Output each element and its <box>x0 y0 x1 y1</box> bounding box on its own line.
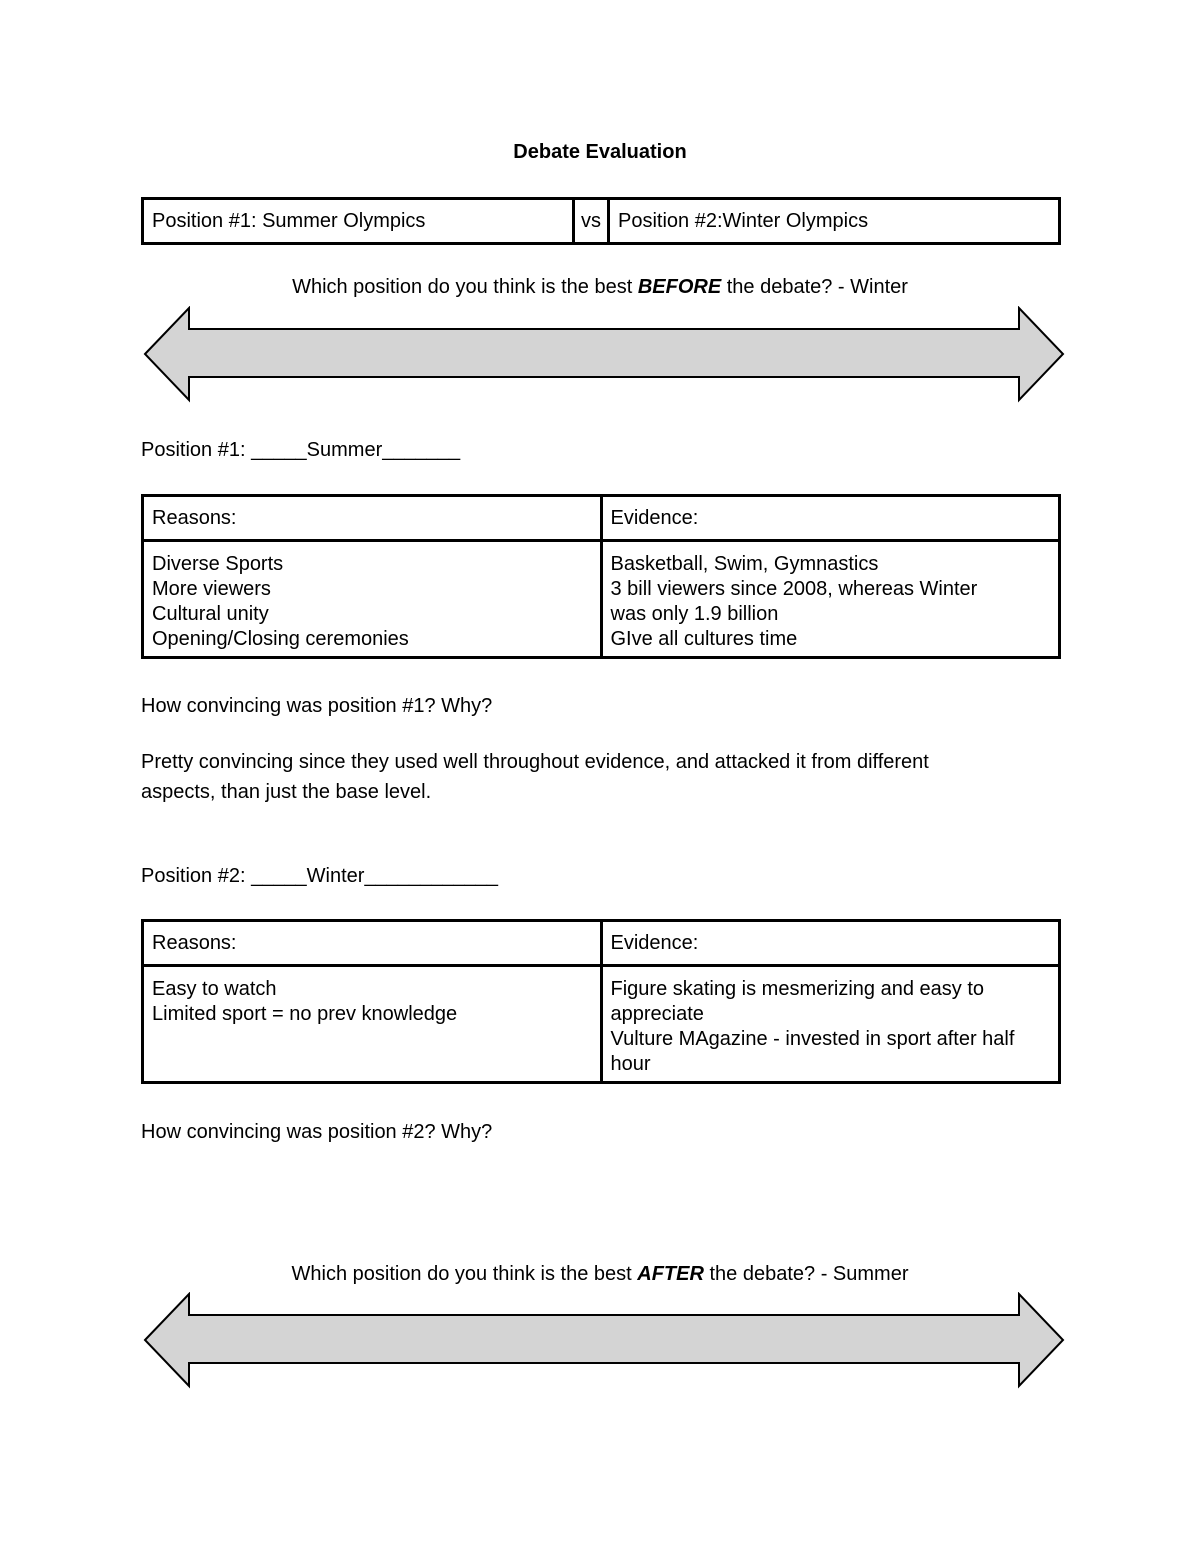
position-1-cell: Position #1: Summer Olympics <box>143 199 574 244</box>
reason-item: Easy to watch <box>152 978 277 1000</box>
evidence-cell <box>601 541 1060 658</box>
reasons-cell <box>143 966 602 1083</box>
before-question: Which position do you think is the best BEFORE the debate? - Winter <box>292 276 908 298</box>
position-1-label: Position #1: _____Summer_______ <box>141 439 461 461</box>
reason-item: More viewers <box>152 578 271 600</box>
evidence-item: appreciate <box>610 1003 704 1025</box>
reason-item: Cultural unity <box>152 603 269 625</box>
reasons-header: Reasons: <box>143 496 602 541</box>
reason-item: Diverse Sports <box>152 553 284 575</box>
after-emphasis: AFTER <box>637 1263 704 1285</box>
evidence-cell <box>601 966 1060 1083</box>
before-emphasis: BEFORE <box>637 276 722 298</box>
reason-item: Opening/Closing ceremonies <box>152 628 409 650</box>
before-opinion-arrow <box>141 306 1067 404</box>
after-question: Which position do you think is the best AFTER the debate? - Summer <box>291 1263 909 1285</box>
evidence-item: Vulture MAgazine - invested in sport after half <box>610 1028 1015 1050</box>
reasons-cell <box>143 541 602 658</box>
position-2-table <box>141 919 1061 1084</box>
evidence-item: Figure skating is mesmerizing and easy to <box>610 978 984 1000</box>
position-1-answer-line-1: Pretty convincing since they used well throughout evidence, and attacked it from different <box>141 751 929 773</box>
reasons-header: Reasons: <box>143 921 602 966</box>
position-2-question: How convincing was position #2? Why? <box>141 1121 493 1143</box>
double-arrow-icon <box>145 308 1063 400</box>
position-1-table <box>141 494 1061 659</box>
page-title: Debate Evaluation <box>513 141 687 163</box>
evidence-header: Evidence: <box>601 921 1060 966</box>
evidence-item: Basketball, Swim, Gymnastics <box>610 553 879 575</box>
evidence-item: 3 bill viewers since 2008, whereas Winter <box>610 578 978 600</box>
position-1-question: How convincing was position #1? Why? <box>141 695 493 717</box>
position-2-cell: Position #2:Winter Olympics <box>609 199 1060 244</box>
evidence-header: Evidence: <box>601 496 1060 541</box>
reason-item: Limited sport = no prev knowledge <box>152 1003 458 1025</box>
double-arrow-icon <box>145 1294 1063 1386</box>
evidence-item: GIve all cultures time <box>610 628 798 650</box>
positions-table <box>141 197 1061 245</box>
evidence-item: hour <box>610 1053 651 1075</box>
evidence-item: was only 1.9 billion <box>610 603 779 625</box>
after-opinion-arrow <box>141 1292 1067 1390</box>
position-2-label: Position #2: _____Winter____________ <box>141 865 498 887</box>
vs-cell: vs <box>574 199 609 244</box>
position-1-answer-line-2: aspects, than just the base level. <box>141 781 432 803</box>
